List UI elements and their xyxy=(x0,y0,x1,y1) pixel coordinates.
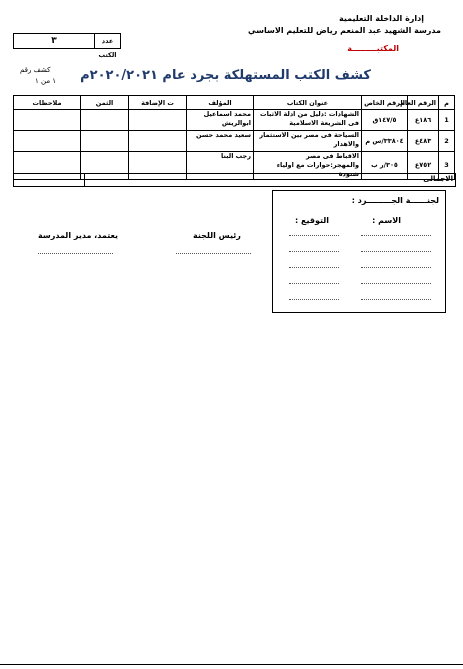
col-header-book-title: عنوان الكتاب xyxy=(254,96,362,110)
col-header-date-added: ت الإضافة xyxy=(129,96,187,110)
committee-head-signature-line xyxy=(176,253,251,254)
committee-name-line xyxy=(361,299,431,300)
principal-signature-line xyxy=(38,253,113,254)
committee-head-label: رئيس اللجنة xyxy=(193,231,241,240)
row-author: سعيد محمد حسن xyxy=(187,131,254,152)
committee-signature-line xyxy=(289,235,339,236)
sheet-number-label: كشف رقم xyxy=(20,66,51,74)
row-general-number: ٤٨٣ع xyxy=(408,131,439,152)
col-header-price: الثمن xyxy=(81,96,129,110)
committee-signature-line xyxy=(289,251,339,252)
committee-name-label: الاسم : xyxy=(372,216,401,225)
col-header-special-number: الرقم الخاص xyxy=(362,96,408,110)
book-count-value: ٣ xyxy=(51,36,57,46)
row-num: 2 xyxy=(439,131,455,152)
row-notes xyxy=(14,131,81,152)
page-bottom-border xyxy=(0,664,463,665)
total-row xyxy=(13,173,456,187)
page-title: كشف الكتب المستهلكة بجرد عام ٢٠٢٠/٢٠٢١م xyxy=(80,68,371,83)
row-general-number: ٧٥٢ع xyxy=(408,152,439,180)
row-author: رجب البنا xyxy=(187,152,254,180)
total-label: الاجمالى xyxy=(423,175,453,183)
committee-signature-line xyxy=(289,267,339,268)
row-num: 3 xyxy=(439,152,455,180)
table-row xyxy=(14,131,455,152)
total-divider xyxy=(84,174,85,186)
col-header-num: م xyxy=(439,96,455,110)
inventory-committee-box xyxy=(272,190,446,313)
principal-label: يعتمد، مدير المدرسة xyxy=(38,231,118,240)
col-header-notes: ملاحظات xyxy=(14,96,81,110)
row-num: 1 xyxy=(439,110,455,131)
row-date-added xyxy=(129,110,187,131)
committee-signature-label: التوقيع : xyxy=(295,216,329,225)
row-price xyxy=(81,110,129,131)
admin-name: إدارة الداخلة التعليمية xyxy=(338,14,424,23)
book-count-box xyxy=(13,33,121,59)
row-special-number: ٣٣٨٠٤/س م xyxy=(362,131,408,152)
row-date-added xyxy=(129,131,187,152)
book-count-label: عدد الكتب xyxy=(94,34,120,48)
committee-name-line xyxy=(361,267,431,268)
row-general-number: ١٨٦ع xyxy=(408,110,439,131)
col-header-general-number: الرقم العام xyxy=(408,96,439,110)
row-special-number: ١٤٧/٥ق xyxy=(362,110,408,131)
committee-signature-line xyxy=(289,299,339,300)
committee-name-line xyxy=(361,251,431,252)
row-price xyxy=(81,131,129,152)
row-notes xyxy=(14,110,81,131)
committee-name-line xyxy=(361,235,431,236)
row-special-number: ٣٠٥/ر ب xyxy=(362,152,408,180)
table-row xyxy=(14,110,455,131)
row-book-title: الشهادات :دليل من ادلة الاثبات فى الشريعة الاسلامية xyxy=(254,110,362,131)
col-header-author: المؤلف xyxy=(187,96,254,110)
committee-title: لجنــــــة الجـــــــــرد : xyxy=(351,196,439,205)
row-author: محمد اسماعيل ابوالريش xyxy=(187,110,254,131)
library-label: المكتبـــــــــة xyxy=(347,44,399,53)
committee-name-line xyxy=(361,283,431,284)
books-table xyxy=(13,95,455,180)
row-book-title: السياحة فى مصر بين الاستثمار والاهدار xyxy=(254,131,362,152)
school-name: مدرسة الشهيد عبد المنعم رياض للتعليم الاساسي xyxy=(248,26,441,35)
sheet-pages: ١ من ١ xyxy=(35,77,57,85)
row-book-title: الاقباط فى مصر والمهجر:حوارات مع اولياء شنودة xyxy=(254,152,362,180)
table-header-row xyxy=(14,96,455,110)
committee-signature-line xyxy=(289,283,339,284)
